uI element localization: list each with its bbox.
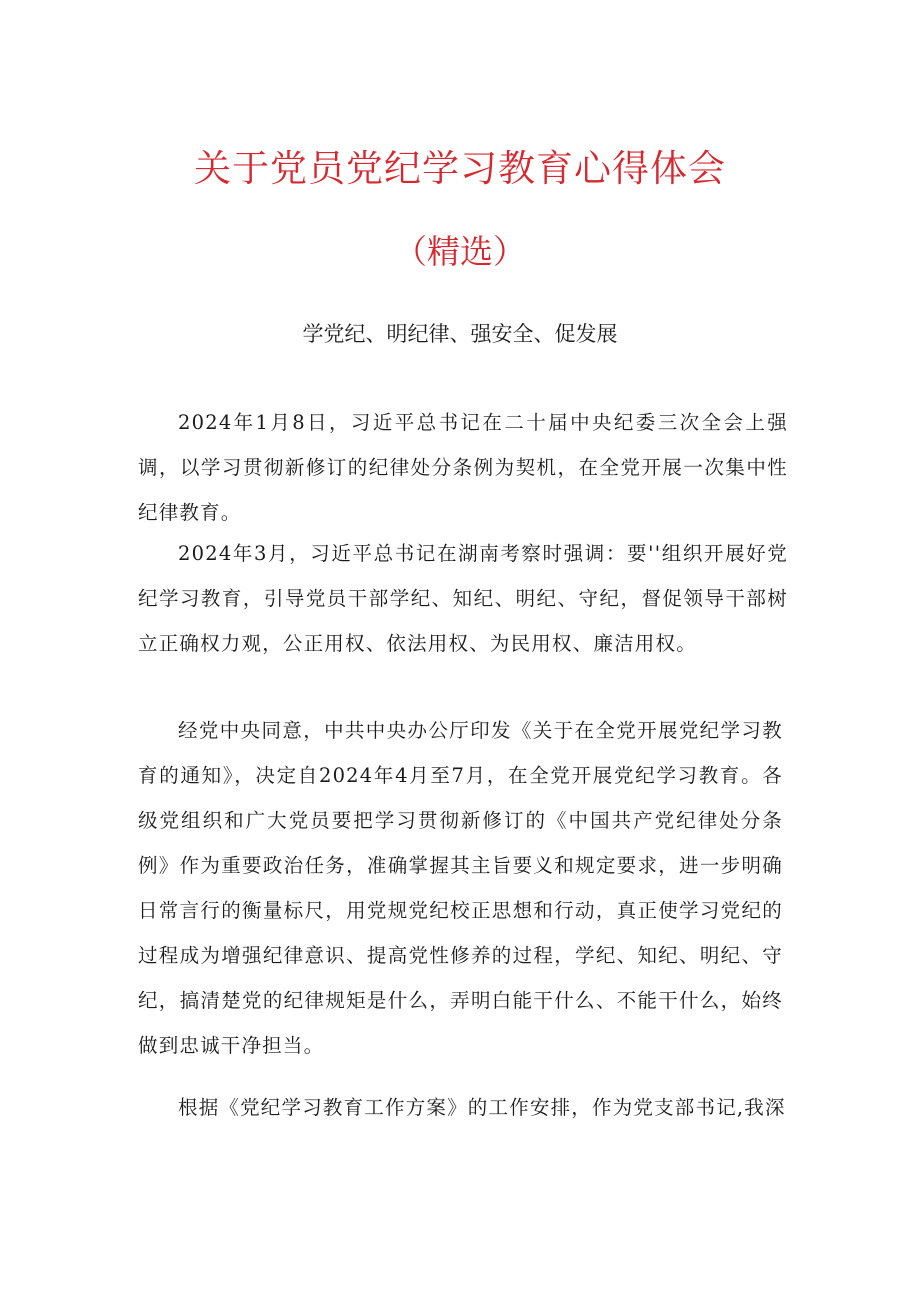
paragraph-2: 2024年3月，习近平总书记在湖南考察时强调：要''组织开展好党纪学习教育，引导党员干部学纪、知纪、明纪、守纪，督促领导干部树立正确权力观，公正用权、依法用权、为民用权、廉洁用权。	[138, 542, 788, 655]
document-tagline: 学党纪、明纪律、强安全、促发展	[302, 322, 618, 346]
paragraph-3: 经党中央同意，中共中央办公厅印发《关于在全党开展党纪学习教育的通知》，决定自2024年4月至7月，在全党开展党纪学习教育。各级党组织和广大党员要把学习贯彻新修订的《中国共产党纪律处分条例》作为重要政治任务，准确掌握其主旨要义和规定要求，进一步明确日常言行的衡量标尺，用党规党纪校正思想和行动，真正使学习党纪的过程成为增强纪律意识、提高党性修养的过程，学纪、知纪、明纪、守纪，搞清楚党的纪律规矩是什么，弄明白能干什么、不能干什么，始终做到忠诚干净担当。	[138, 719, 783, 1057]
document-title: 关于党员党纪学习教育心得体会	[194, 147, 726, 190]
paragraph-1: 2024年1月8日，习近平总书记在二十届中央纪委三次全会上强调，以学习贯彻新修订的纪律处分条例为契机，在全党开展一次集中性纪律教育。	[138, 411, 788, 524]
document-subtitle: （精选）	[394, 232, 526, 271]
paragraph-4: 根据《党纪学习教育工作方案》的工作安排，作为党支部书记,我深	[178, 1096, 786, 1119]
